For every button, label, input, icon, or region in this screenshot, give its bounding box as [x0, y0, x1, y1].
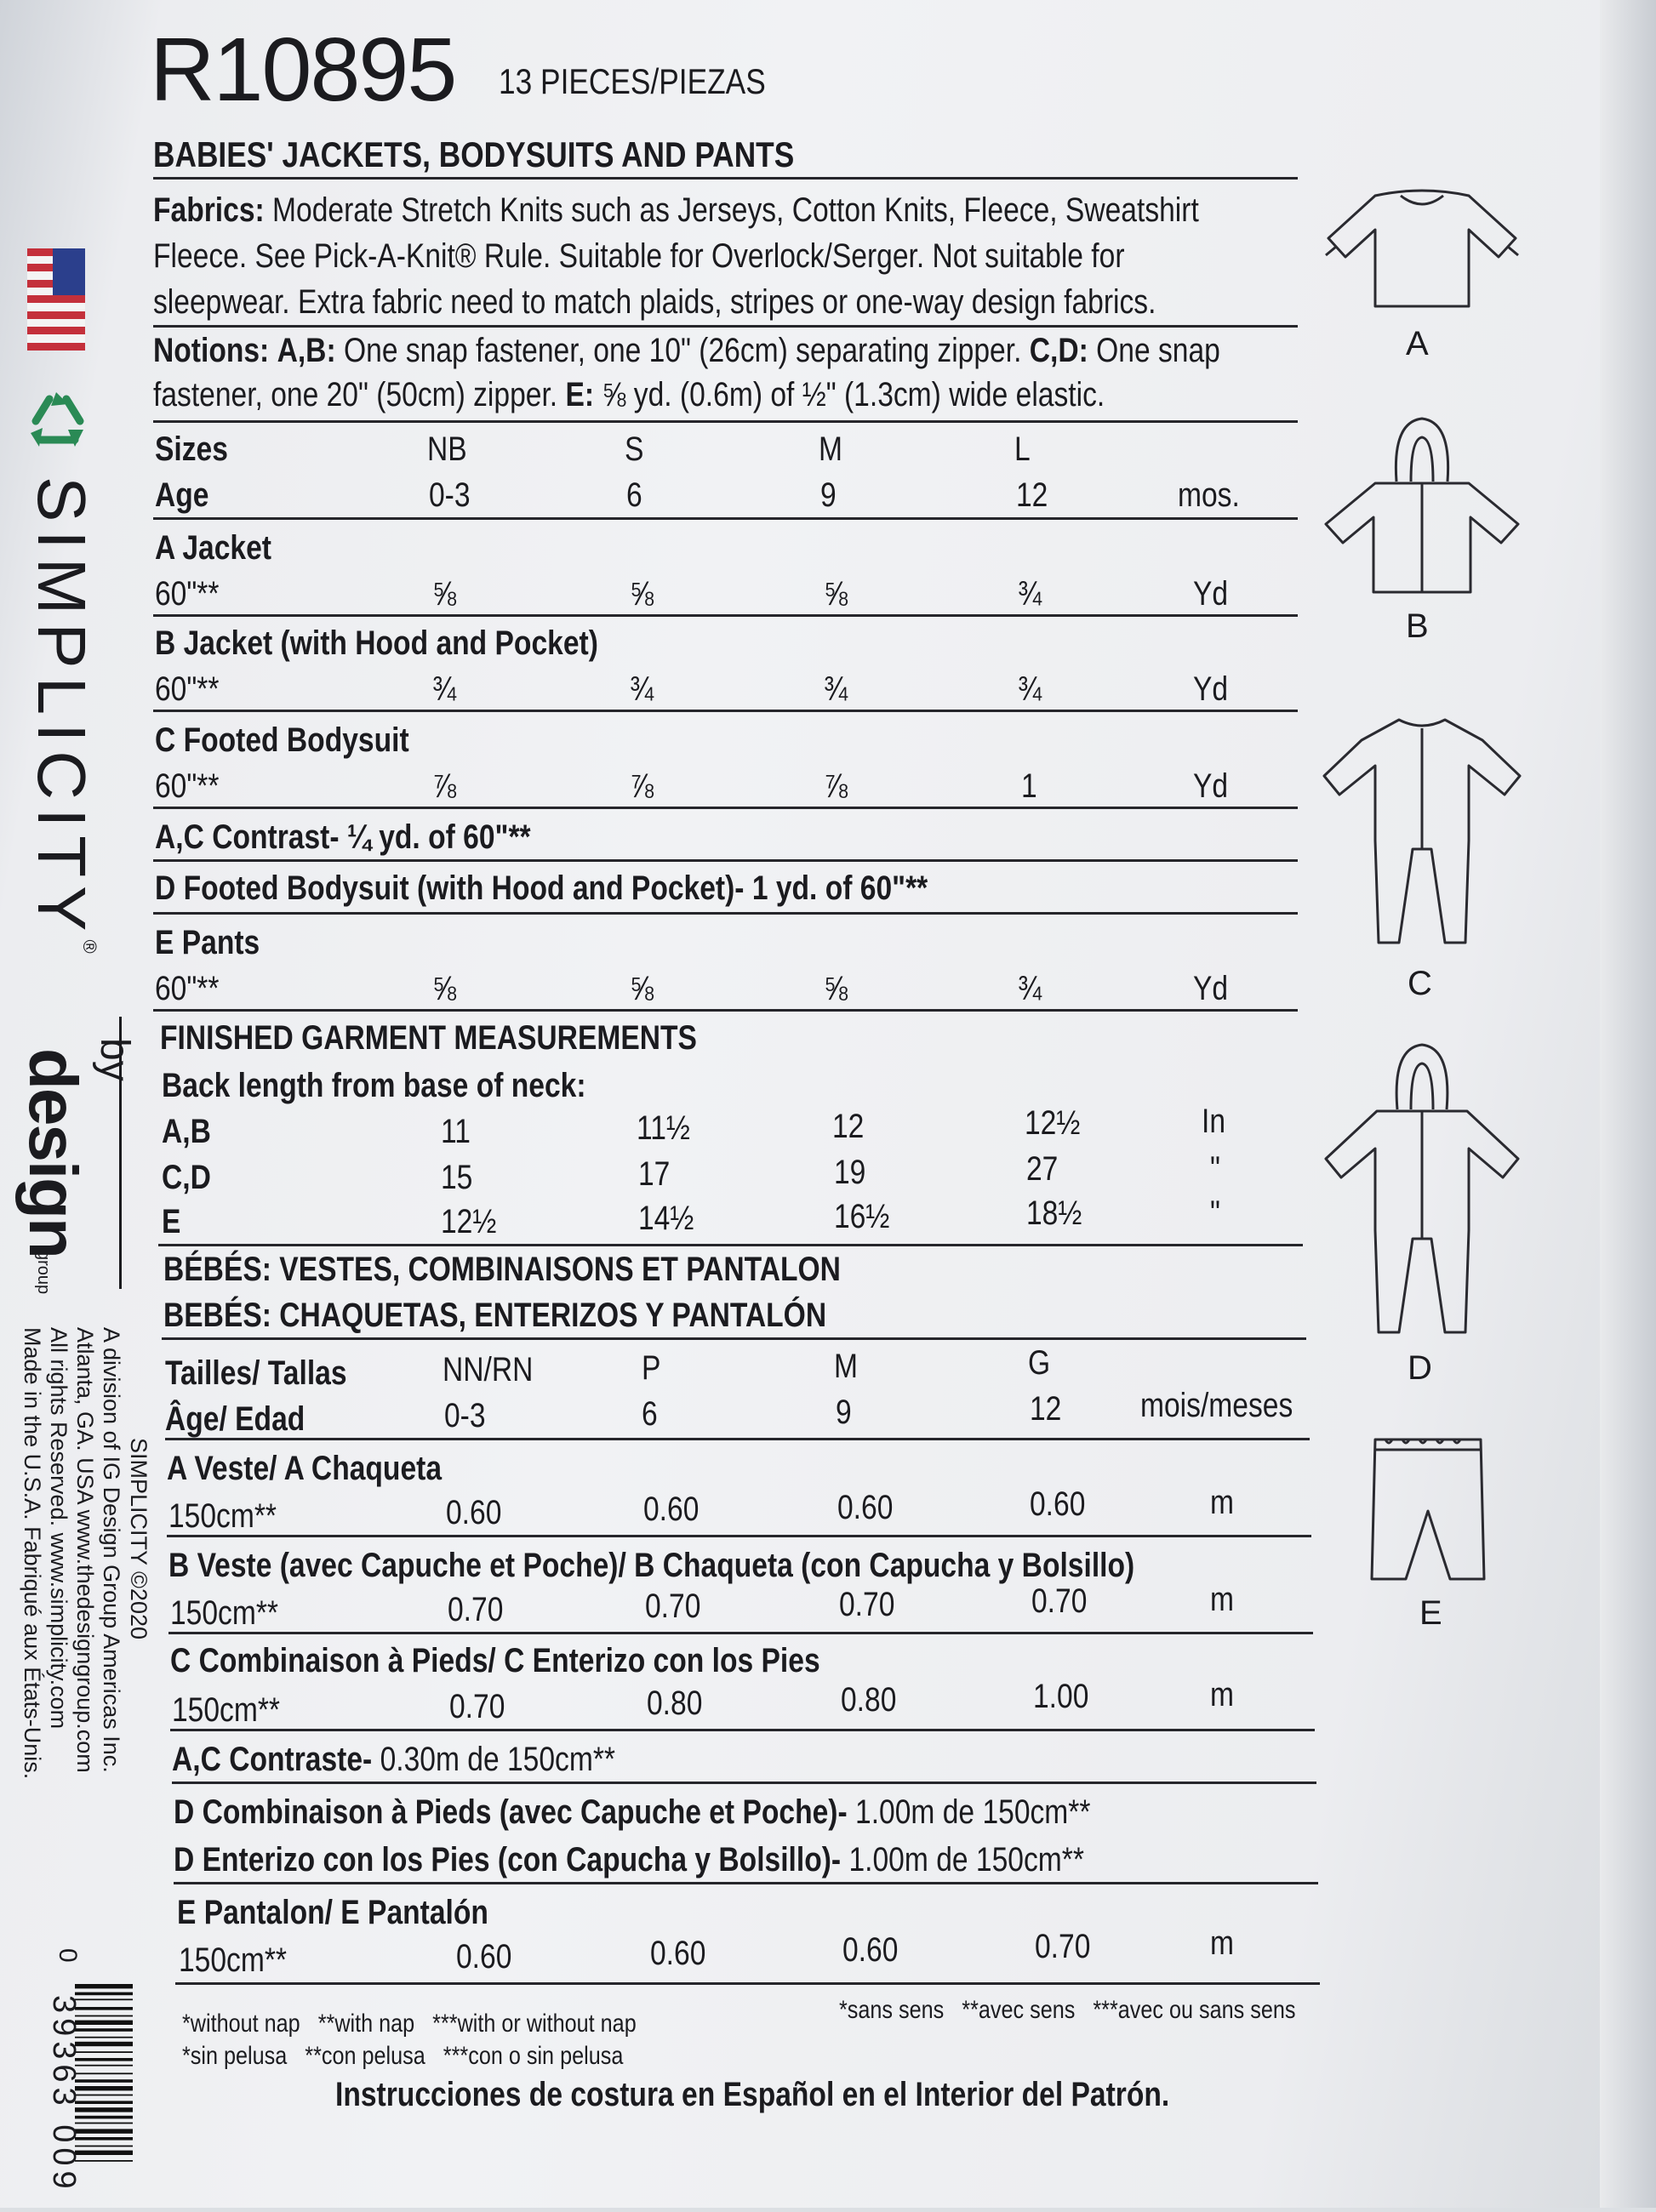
recycle-icon — [24, 387, 92, 455]
fm-e-s: 14½ — [638, 1200, 694, 1237]
figure-d-hooded-bodysuit — [1316, 1043, 1528, 1341]
barcode-bar — [75, 2021, 133, 2025]
barcode-bar — [75, 1984, 133, 1988]
pattern-number: R10895 — [150, 20, 456, 120]
barcode-bar — [75, 2137, 133, 2141]
age-s: 6 — [626, 476, 642, 514]
divider — [153, 420, 1298, 423]
divider — [168, 1632, 1313, 1634]
fr-row-b-p: 0.70 — [645, 1588, 701, 1625]
divider — [153, 614, 1298, 617]
divider — [175, 1982, 1320, 1985]
row-a-l: ¾ — [1018, 575, 1042, 613]
barcode-bar — [75, 2072, 133, 2074]
fr-row-a-unit: m — [1210, 1484, 1234, 1521]
barcode-bar — [75, 2028, 133, 2032]
fr-row-c-unit: m — [1210, 1676, 1234, 1713]
row-b-s: ¾ — [630, 670, 654, 708]
row-a-s: ⅝ — [630, 575, 654, 613]
fm-ab-l: 12½ — [1025, 1104, 1081, 1142]
fr-row-e-name: E Pantalon/ E Pantalón — [177, 1894, 488, 1931]
footnote-en: *without nap **with nap ***with or without nap — [182, 2010, 637, 2038]
fm-cd-s: 17 — [638, 1155, 671, 1193]
fr-row-b-name: B Veste (avec Capuche et Poche)/ B Chaqueta (con Capucha y Bolsillo) — [168, 1547, 1135, 1584]
barcode-bar — [75, 2116, 133, 2119]
fm-cd-l: 27 — [1026, 1150, 1059, 1188]
fr-row-c-p: 0.80 — [647, 1685, 703, 1722]
size-s: S — [625, 430, 644, 468]
barcode-bar — [75, 2095, 133, 2096]
footnote-fr: *sans sens **avec sens ***avec ou sans sens — [839, 1996, 1296, 2024]
brand-simplicity: SIMPLICITY® — [24, 476, 100, 954]
divider — [153, 912, 1298, 915]
row-c-l: 1 — [1021, 767, 1037, 805]
fr-row-b-g: 0.70 — [1031, 1582, 1088, 1620]
fm-e-label: E — [162, 1203, 181, 1240]
us-flag — [27, 248, 85, 351]
row-e-s: ⅝ — [630, 970, 654, 1007]
tailles-label: Tailles/ Tallas — [165, 1354, 347, 1392]
age-unit: mos. — [1178, 476, 1240, 514]
divider — [172, 1782, 1316, 1784]
fr-row-c-name: C Combinaison à Pieds/ C Enterizo con los Pies — [170, 1642, 820, 1679]
barcode-bar — [75, 2129, 133, 2133]
finished-subtitle: Back length from base of neck: — [162, 1067, 586, 1104]
row-c-unit: Yd — [1193, 767, 1229, 805]
taille-nn: NN/RN — [443, 1351, 534, 1388]
row-b-name: B Jacket (with Hood and Pocket) — [155, 624, 598, 662]
divider — [165, 1438, 1310, 1440]
fm-ab-label: A,B — [162, 1113, 211, 1150]
fr-row-b-width: 150cm** — [170, 1594, 279, 1632]
fr-row-b-m: 0.70 — [839, 1586, 895, 1623]
pieces-count: 13 PIECES/PIEZAS — [499, 61, 766, 101]
barcode-number: 39363 009 — [46, 1995, 82, 2194]
garment-title: BABIES' JACKETS, BODYSUITS AND PANTS — [153, 134, 795, 174]
fr-row-e-m: 0.60 — [842, 1931, 899, 1969]
row-c-m: ⅞ — [824, 767, 848, 805]
fm-cd-unit: " — [1210, 1150, 1220, 1188]
size-nb: NB — [427, 430, 467, 468]
barcode-bar — [75, 2107, 133, 2112]
fabrics-text: Fabrics: Moderate Stretch Knits such as Jerseys, Cotton Knits, Fleece, Sweatshirt Fleece. See Pick-A-Knit® Rule. Suitable for Overlock/Serger. Not suitable for sleepwear. Extra fabric need to match plaids, stripes or one-way design fabrics. — [153, 191, 1199, 321]
taille-m: M — [834, 1348, 858, 1385]
age-l: 12 — [1016, 476, 1048, 514]
notions-line2: fastener, one 20" (50cm) zipper. E: ⅝ yd. (0.6m) of ½" (1.3cm) wide elastic. — [153, 376, 1105, 413]
row-c-nb: ⅞ — [432, 767, 457, 805]
fm-ab-nb: 11 — [441, 1113, 471, 1150]
barcode-bar — [75, 2079, 133, 2083]
figure-e-label: E — [1419, 1594, 1442, 1632]
fm-e-unit: " — [1210, 1194, 1220, 1232]
row-e-width: 60"** — [155, 970, 220, 1007]
taille-p: P — [642, 1349, 661, 1387]
barcode-bar — [75, 2051, 133, 2053]
row-a-width: 60"** — [155, 575, 220, 613]
figure-a-label: A — [1406, 325, 1429, 362]
fm-ab-s: 11½ — [637, 1109, 690, 1147]
fr-row-e-unit: m — [1210, 1924, 1234, 1962]
divider — [170, 1729, 1315, 1731]
row-a-m: ⅝ — [824, 575, 848, 613]
divider — [158, 1244, 1303, 1246]
row-e-name: E Pants — [155, 924, 260, 961]
footnote-es: *sin pelusa **con pelusa ***con o sin pelusa — [182, 2042, 624, 2070]
fm-e-nb: 12½ — [441, 1203, 497, 1240]
fr-d-combinaison: D Combinaison à Pieds (avec Capuche et Poche)- 1.00m de 150cm** — [174, 1793, 1091, 1831]
divider — [153, 517, 1298, 520]
barcode-bar — [75, 2123, 133, 2124]
age-fr-g: 12 — [1030, 1390, 1062, 1428]
fm-ab-unit: In — [1202, 1103, 1226, 1140]
brand-by: by — [92, 1038, 137, 1081]
age-fr-p: 6 — [642, 1395, 658, 1433]
row-b-l: ¾ — [1018, 670, 1042, 708]
fm-cd-nb: 15 — [441, 1159, 473, 1196]
fr-row-a-name: A Veste/ A Chaqueta — [167, 1450, 443, 1487]
fm-e-m: 16½ — [834, 1198, 890, 1235]
ac-contrast: A,C Contrast- ¼ yd. of 60"** — [155, 818, 531, 856]
fr-ac-contraste: A,C Contraste- 0.30m de 150cm** — [172, 1741, 616, 1778]
row-a-nb: ⅝ — [432, 575, 457, 613]
fr-row-b-unit: m — [1210, 1581, 1234, 1618]
row-c-width: 60"** — [155, 767, 220, 805]
fr-row-a-nn: 0.60 — [446, 1494, 502, 1531]
barcode — [75, 1984, 163, 2208]
title-fr: BÉBÉS: VESTES, COMBINAISONS ET PANTALON — [163, 1251, 841, 1288]
row-e-l: ¾ — [1018, 970, 1042, 1007]
notions-line1: Notions: A,B: One snap fastener, one 10" (26cm) separating zipper. C,D: One snap — [153, 332, 1220, 369]
age-label: Age — [155, 476, 209, 514]
brand-group: group — [34, 1251, 53, 1295]
fr-row-e-p: 0.60 — [650, 1935, 706, 1972]
row-a-unit: Yd — [1193, 575, 1229, 613]
copyright-block: SIMPLICITY ©2020 — [126, 1438, 151, 1640]
row-b-nb: ¾ — [432, 670, 457, 708]
figure-c-footed-bodysuit — [1316, 713, 1528, 951]
divider — [174, 1882, 1318, 1884]
barcode-bar — [75, 2151, 133, 2155]
row-b-m: ¾ — [824, 670, 848, 708]
age-fr-label: Âge/ Edad — [165, 1400, 306, 1438]
divider — [153, 177, 1298, 180]
divider — [153, 807, 1298, 809]
fr-row-c-width: 150cm** — [172, 1691, 281, 1729]
fr-row-a-g: 0.60 — [1030, 1485, 1086, 1523]
row-b-width: 60"** — [155, 670, 220, 708]
row-e-unit: Yd — [1193, 970, 1229, 1007]
sizes-label: Sizes — [155, 430, 228, 468]
age-fr-m: 9 — [836, 1394, 852, 1431]
figure-e-pants — [1368, 1434, 1488, 1588]
row-b-unit: Yd — [1193, 670, 1229, 708]
divider — [167, 1535, 1311, 1537]
barcode-bar — [75, 2015, 133, 2017]
divider — [153, 325, 1298, 328]
fm-ab-m: 12 — [832, 1108, 865, 1145]
fr-row-e-nn: 0.60 — [456, 1938, 512, 1975]
fr-row-a-m: 0.60 — [837, 1489, 894, 1526]
barcode-bar — [75, 2065, 133, 2067]
title-es: BEBÉS: CHAQUETAS, ENTERIZOS Y PANTALÓN — [163, 1297, 827, 1334]
finished-title: FINISHED GARMENT MEASUREMENTS — [160, 1019, 697, 1057]
barcode-digit: 0 — [54, 1948, 82, 1963]
row-c-s: ⅞ — [630, 767, 654, 805]
row-a-name: A Jacket — [155, 529, 271, 567]
taille-g: G — [1028, 1344, 1051, 1382]
fr-row-a-width: 150cm** — [168, 1497, 277, 1535]
figure-c-label: C — [1408, 965, 1432, 1002]
fr-row-b-nn: 0.70 — [448, 1591, 504, 1628]
fr-row-e-g: 0.70 — [1035, 1928, 1091, 1965]
barcode-bar — [75, 2086, 133, 2090]
figure-b-hooded-jacket — [1316, 413, 1528, 601]
barcode-bar — [75, 2146, 133, 2147]
fm-cd-label: C,D — [162, 1159, 211, 1196]
brand-design: design — [15, 1048, 91, 1257]
divider — [153, 859, 1298, 862]
barcode-bar — [75, 2160, 133, 2162]
figure-b-label: B — [1406, 607, 1429, 645]
barcode-bar — [75, 2042, 133, 2046]
fr-row-c-nn: 0.70 — [449, 1688, 505, 1725]
barcode-bar — [75, 1993, 133, 1996]
d-footed-bodysuit: D Footed Bodysuit (with Hood and Pocket)- 1 yd. of 60"** — [155, 869, 928, 907]
barcode-bar — [75, 2058, 133, 2061]
fr-row-e-width: 150cm** — [179, 1941, 288, 1979]
barcode-bar — [75, 1998, 133, 2000]
age-m: 9 — [820, 476, 837, 514]
barcode-bar — [75, 2007, 133, 2010]
age-fr-unit: mois/meses — [1140, 1387, 1293, 1424]
figure-a-jacket — [1316, 179, 1528, 315]
barcode-bar — [75, 2037, 133, 2038]
fr-row-c-m: 0.80 — [841, 1681, 897, 1719]
row-e-nb: ⅝ — [432, 970, 457, 1007]
es-d-enterizo: D Enterizo con los Pies (con Capucha y Bolsillo)- 1.00m de 150cm** — [174, 1841, 1084, 1878]
row-c-name: C Footed Bodysuit — [155, 721, 409, 759]
fr-row-c-g: 1.00 — [1033, 1678, 1089, 1715]
divider — [153, 710, 1298, 712]
size-m: M — [819, 430, 842, 468]
figure-d-label: D — [1408, 1349, 1432, 1387]
fr-row-a-p: 0.60 — [643, 1491, 700, 1528]
instructions-note: Instrucciones de costura en Español en el Interior del Patrón. — [335, 2076, 1170, 2113]
barcode-bar — [75, 2101, 133, 2104]
row-e-m: ⅝ — [824, 970, 848, 1007]
divider — [153, 1009, 1298, 1012]
fm-cd-m: 19 — [834, 1154, 866, 1191]
age-nb: 0-3 — [429, 476, 471, 514]
age-fr-nn: 0-3 — [444, 1397, 486, 1434]
divider — [162, 1337, 1306, 1340]
company-info: A division of IG Design Group Americas Inc. Atlanta, GA. USA www.thedesigngroup.com All rights Reserved. www.simplicity.com Made in the U.S.A. Fabriqué aux États-Unis. — [20, 1327, 124, 1780]
size-l: L — [1014, 430, 1031, 468]
envelope-edge — [1600, 0, 1656, 2208]
fm-e-l: 18½ — [1026, 1194, 1082, 1232]
